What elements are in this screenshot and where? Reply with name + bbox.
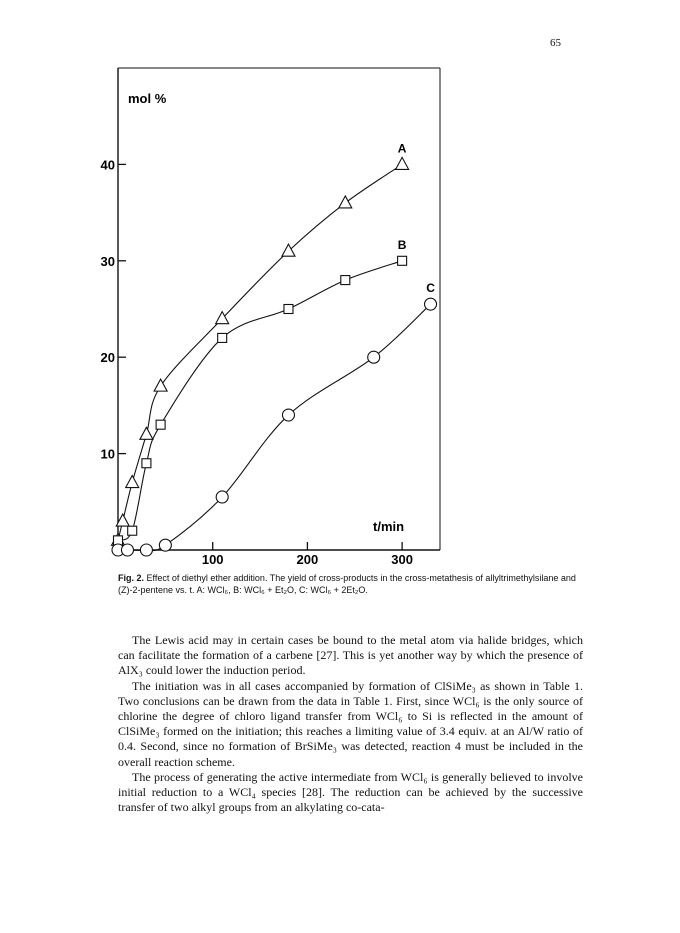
data-point-A [140, 427, 153, 439]
data-point-A [154, 379, 167, 391]
x-tick-label: 100 [201, 552, 224, 567]
data-point-B [128, 526, 137, 535]
page-number: 65 [550, 37, 561, 49]
data-point-A [339, 196, 352, 208]
markers [112, 157, 437, 556]
caption-label: Fig. 2. [118, 573, 145, 583]
y-tick-label: 40 [100, 157, 115, 173]
y-tick-label: 10 [100, 446, 115, 462]
data-point-C [282, 409, 294, 421]
y-tick-label: 20 [100, 350, 115, 366]
body-text [118, 633, 583, 815]
data-point-A [282, 244, 295, 256]
data-point-B [218, 333, 227, 342]
chart-axes [118, 68, 440, 550]
x-tick-label: 200 [296, 552, 319, 567]
data-point-B [156, 420, 165, 429]
figure-caption [118, 572, 583, 596]
series-label-B: B [397, 237, 407, 252]
data-point-C [121, 544, 133, 556]
paragraph: The Lewis acid may in certain cases be bound to the metal atom via halide bridges, which can facilitate the formation of a carbene [27]. This is yet another way by which the presence of AlX₃ could lower the induction period. [118, 633, 583, 678]
data-point-C [140, 544, 152, 556]
x-axis-label: t/min [373, 519, 405, 534]
series-line-A [118, 164, 405, 540]
data-point-B [398, 256, 407, 265]
y-axis-label: mol % [128, 91, 167, 106]
data-point-A [396, 157, 409, 169]
paragraph: The process of generating the active intermediate from WCl₆ is generally believed to involve initial reduction to a WCl₄ species [28]. The reduction can be achieved by the successive transfer of two alkyl groups from an alkylating co-cata- [118, 769, 583, 815]
caption-text: Effect of diethyl ether addition. The yield of cross-products in the cross-metathesis of allyltrimethylsilane and (Z)-2-pentene vs. t. A: WCl₆, B: WCl₆ + Et₂O, C: WCl₆ + 2Et₂O. [118, 573, 576, 595]
series-label-A: A [397, 141, 407, 156]
data-point-B [284, 305, 293, 314]
series-label-C: C [426, 281, 435, 296]
curves [118, 164, 431, 550]
data-point-B [142, 459, 151, 468]
data-point-A [126, 476, 139, 488]
y-tick-label: 30 [100, 253, 115, 269]
data-point-B [341, 276, 350, 285]
data-point-C [159, 539, 171, 551]
paragraph: The initiation was in all cases accompanied by formation of ClSiMe₃ as shown in Table 1. Two conclusions can be drawn from the data in Table 1. First, since WCl₆ is the only source of chlorine the degree of chloro ligand transfer from WCl₆ to Si is reflected in the amount of ClSiMe₃ formed on the initiation; this reaches a limiting value of 3.4 equiv. at an Al/W ratio of 0.4. Second, since no formation of BrSiMe₃ was detected, reaction 4 must be included in the overall reaction scheme. [118, 678, 583, 769]
data-point-C [368, 351, 380, 363]
series-line-B [118, 261, 405, 541]
data-point-C [425, 298, 437, 310]
data-point-C [216, 491, 228, 503]
x-tick-label: 300 [391, 552, 413, 567]
